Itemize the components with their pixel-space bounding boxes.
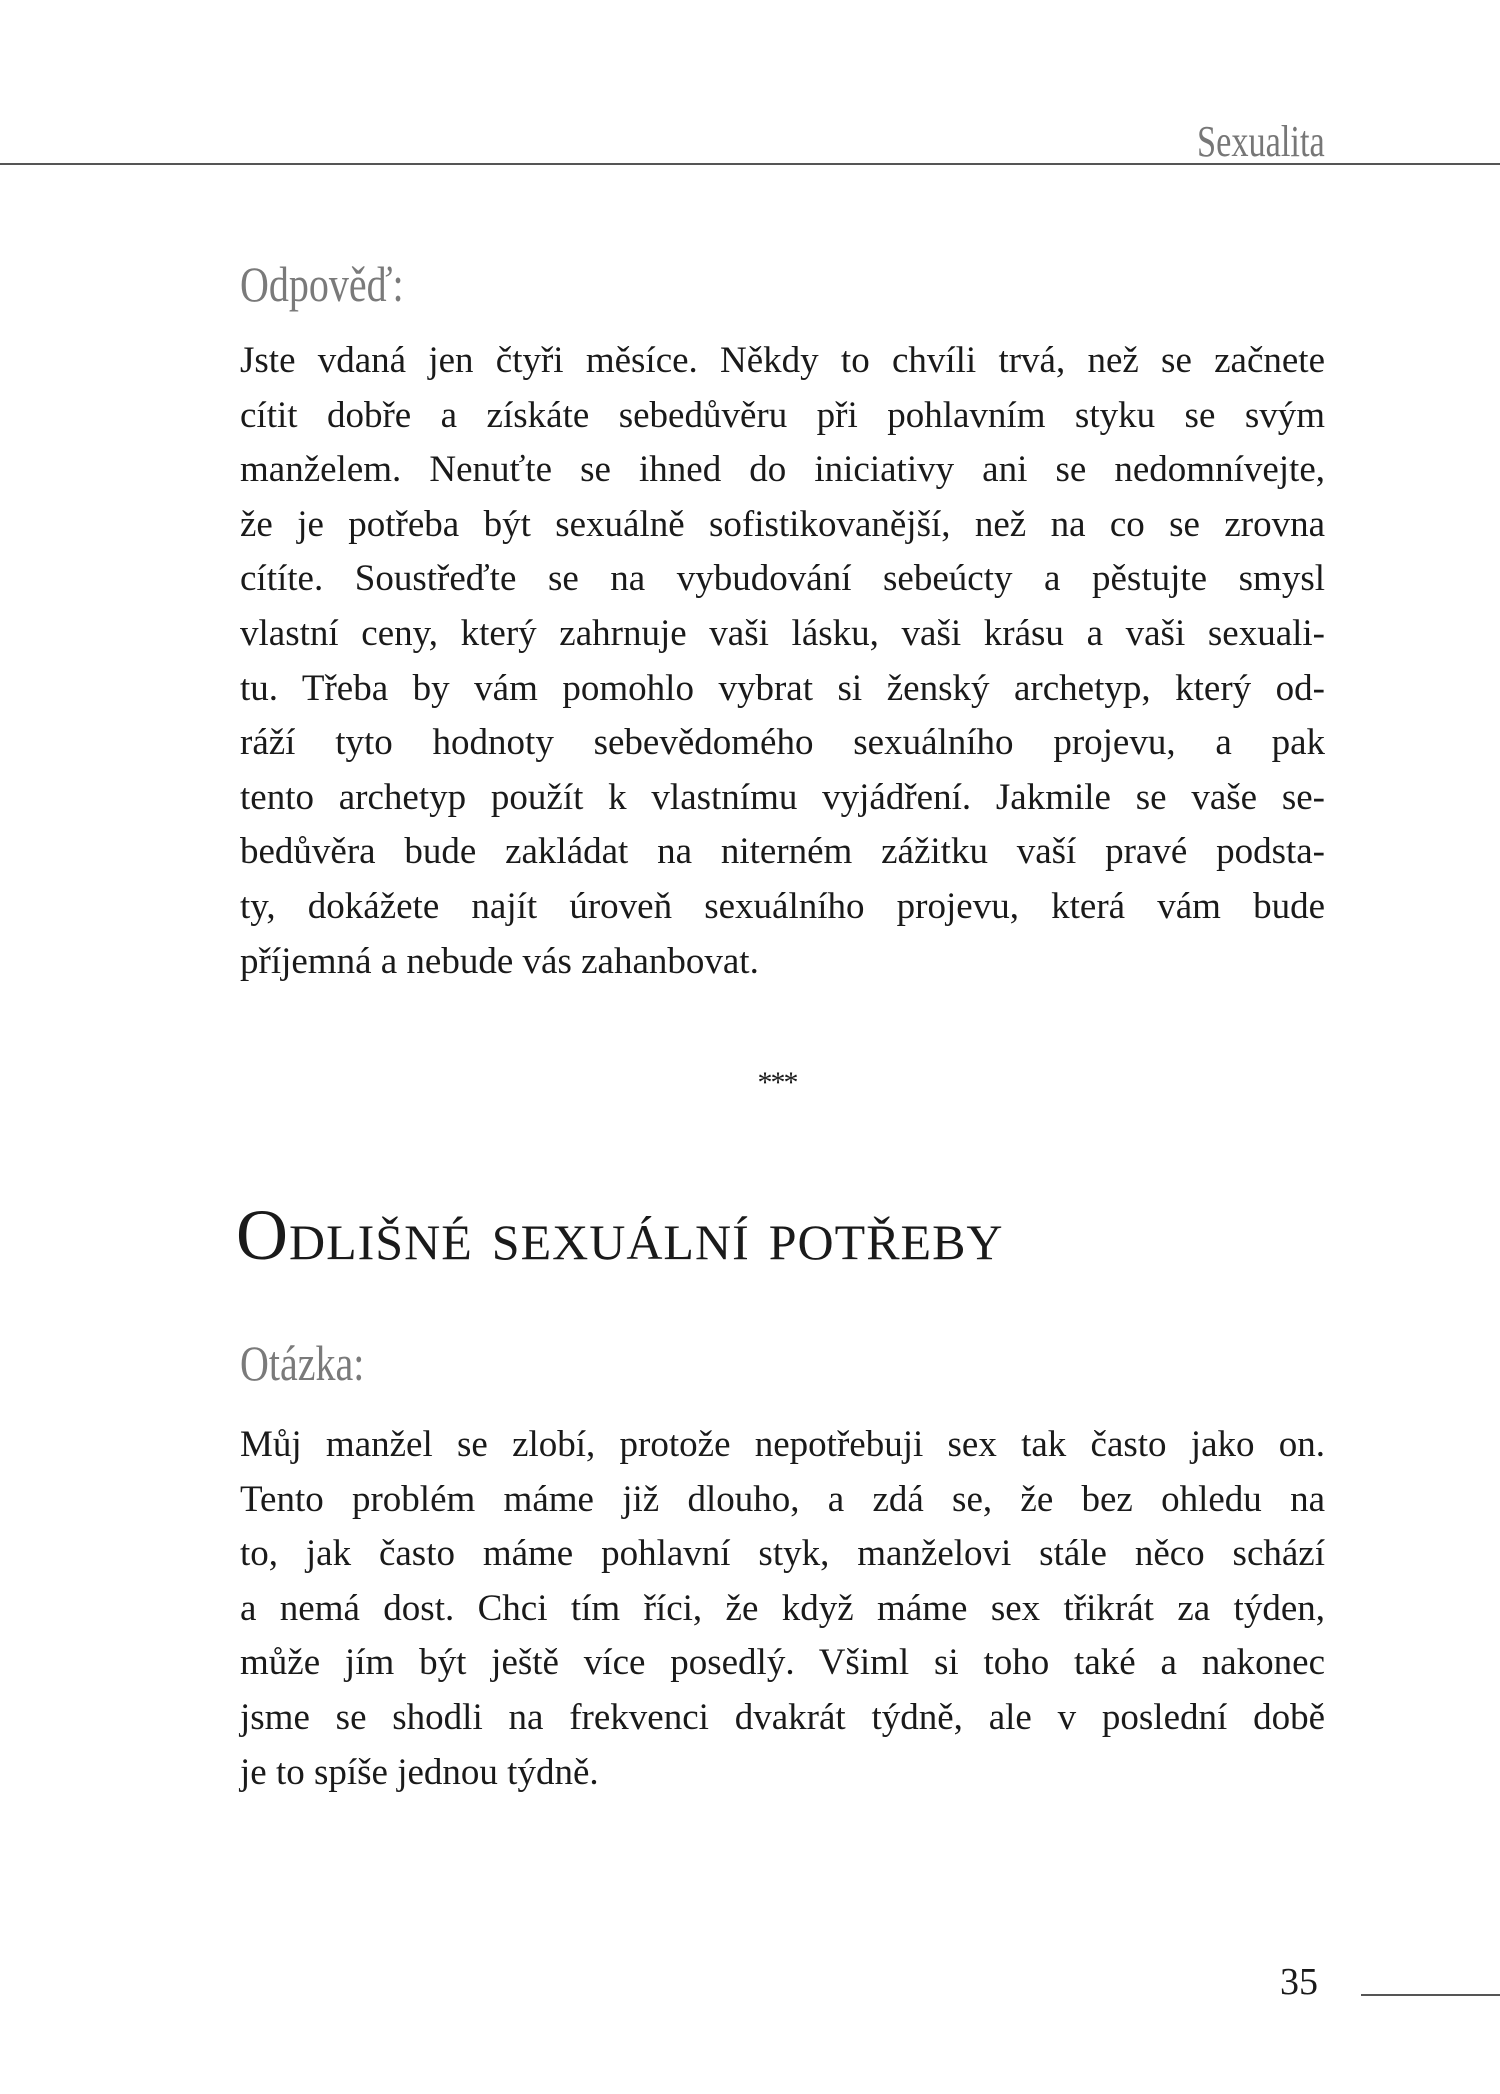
text-line: cítit dobře a získáte sebedůvěru při pohlavním styku se svým <box>240 394 1325 436</box>
text-line: cítíte. Soustřeďte se na vybudování sebeúcty a pěstujte smysl <box>240 558 1325 600</box>
text-line: jsme se shodli na frekvenci dvakrát týdně, ale v poslední době <box>240 1696 1325 1738</box>
section-separator: *** <box>757 1066 797 1099</box>
text-line: ráží tyto hodnoty sebevědomého sexuálního projevu, a pak <box>240 722 1325 764</box>
answer-paragraph <box>240 334 1325 989</box>
text-line: ty, dokážete najít úroveň sexuálního projevu, která vám bude <box>240 885 1325 927</box>
text-line: to, jak často máme pohlavní styk, manželovi stále něco schází <box>240 1533 1325 1575</box>
text-line: Tento problém máme již dlouho, a zdá se, že bez ohledu na <box>240 1478 1325 1520</box>
text-line: Jste vdaná jen čtyři měsíce. Někdy to chvíli trvá, než se začnete <box>240 340 1325 381</box>
text-line: tento archetyp použít k vlastnímu vyjádření. Jakmile se vaše se- <box>240 776 1325 818</box>
section-heading: Odlišné sexuální potřeby <box>236 1195 1004 1275</box>
running-title: Sexualita <box>1197 117 1325 166</box>
page-number: 35 <box>1280 1961 1318 2003</box>
text-line: tu. Třeba by vám pomohlo vybrat si ženský archetyp, který od- <box>240 667 1325 709</box>
text-line: že je potřeba být sexuálně sofistikovanější, než na co se zrovna <box>240 503 1325 545</box>
text-line: je to spíše jednou týdně. <box>240 1751 599 1793</box>
text-line: bedůvěra bude zakládat na niterném zážitku vaší pravé podsta- <box>240 831 1325 873</box>
text-line: Můj manžel se zlobí, protože nepotřebuji sex tak často jako on. <box>240 1424 1325 1465</box>
question-label: Otázka: <box>240 1335 365 1391</box>
text-line: příjemná a nebude vás zahanbovat. <box>240 940 759 982</box>
footer-rule <box>1361 1994 1500 1996</box>
text-line: vlastní ceny, který zahrnuje vaši lásku, vaši krásu a vaši sexuali- <box>240 612 1325 654</box>
text-line: manželem. Nenuťte se ihned do iniciativy ani se nedomnívejte, <box>240 449 1325 491</box>
text-line: může jím být ještě více posedlý. Všiml si toho také a nakonec <box>240 1642 1325 1684</box>
answer-label: Odpověď: <box>240 256 404 312</box>
question-paragraph <box>240 1418 1325 1800</box>
text-line: a nemá dost. Chci tím říci, že když máme sex třikrát za týden, <box>240 1587 1325 1629</box>
